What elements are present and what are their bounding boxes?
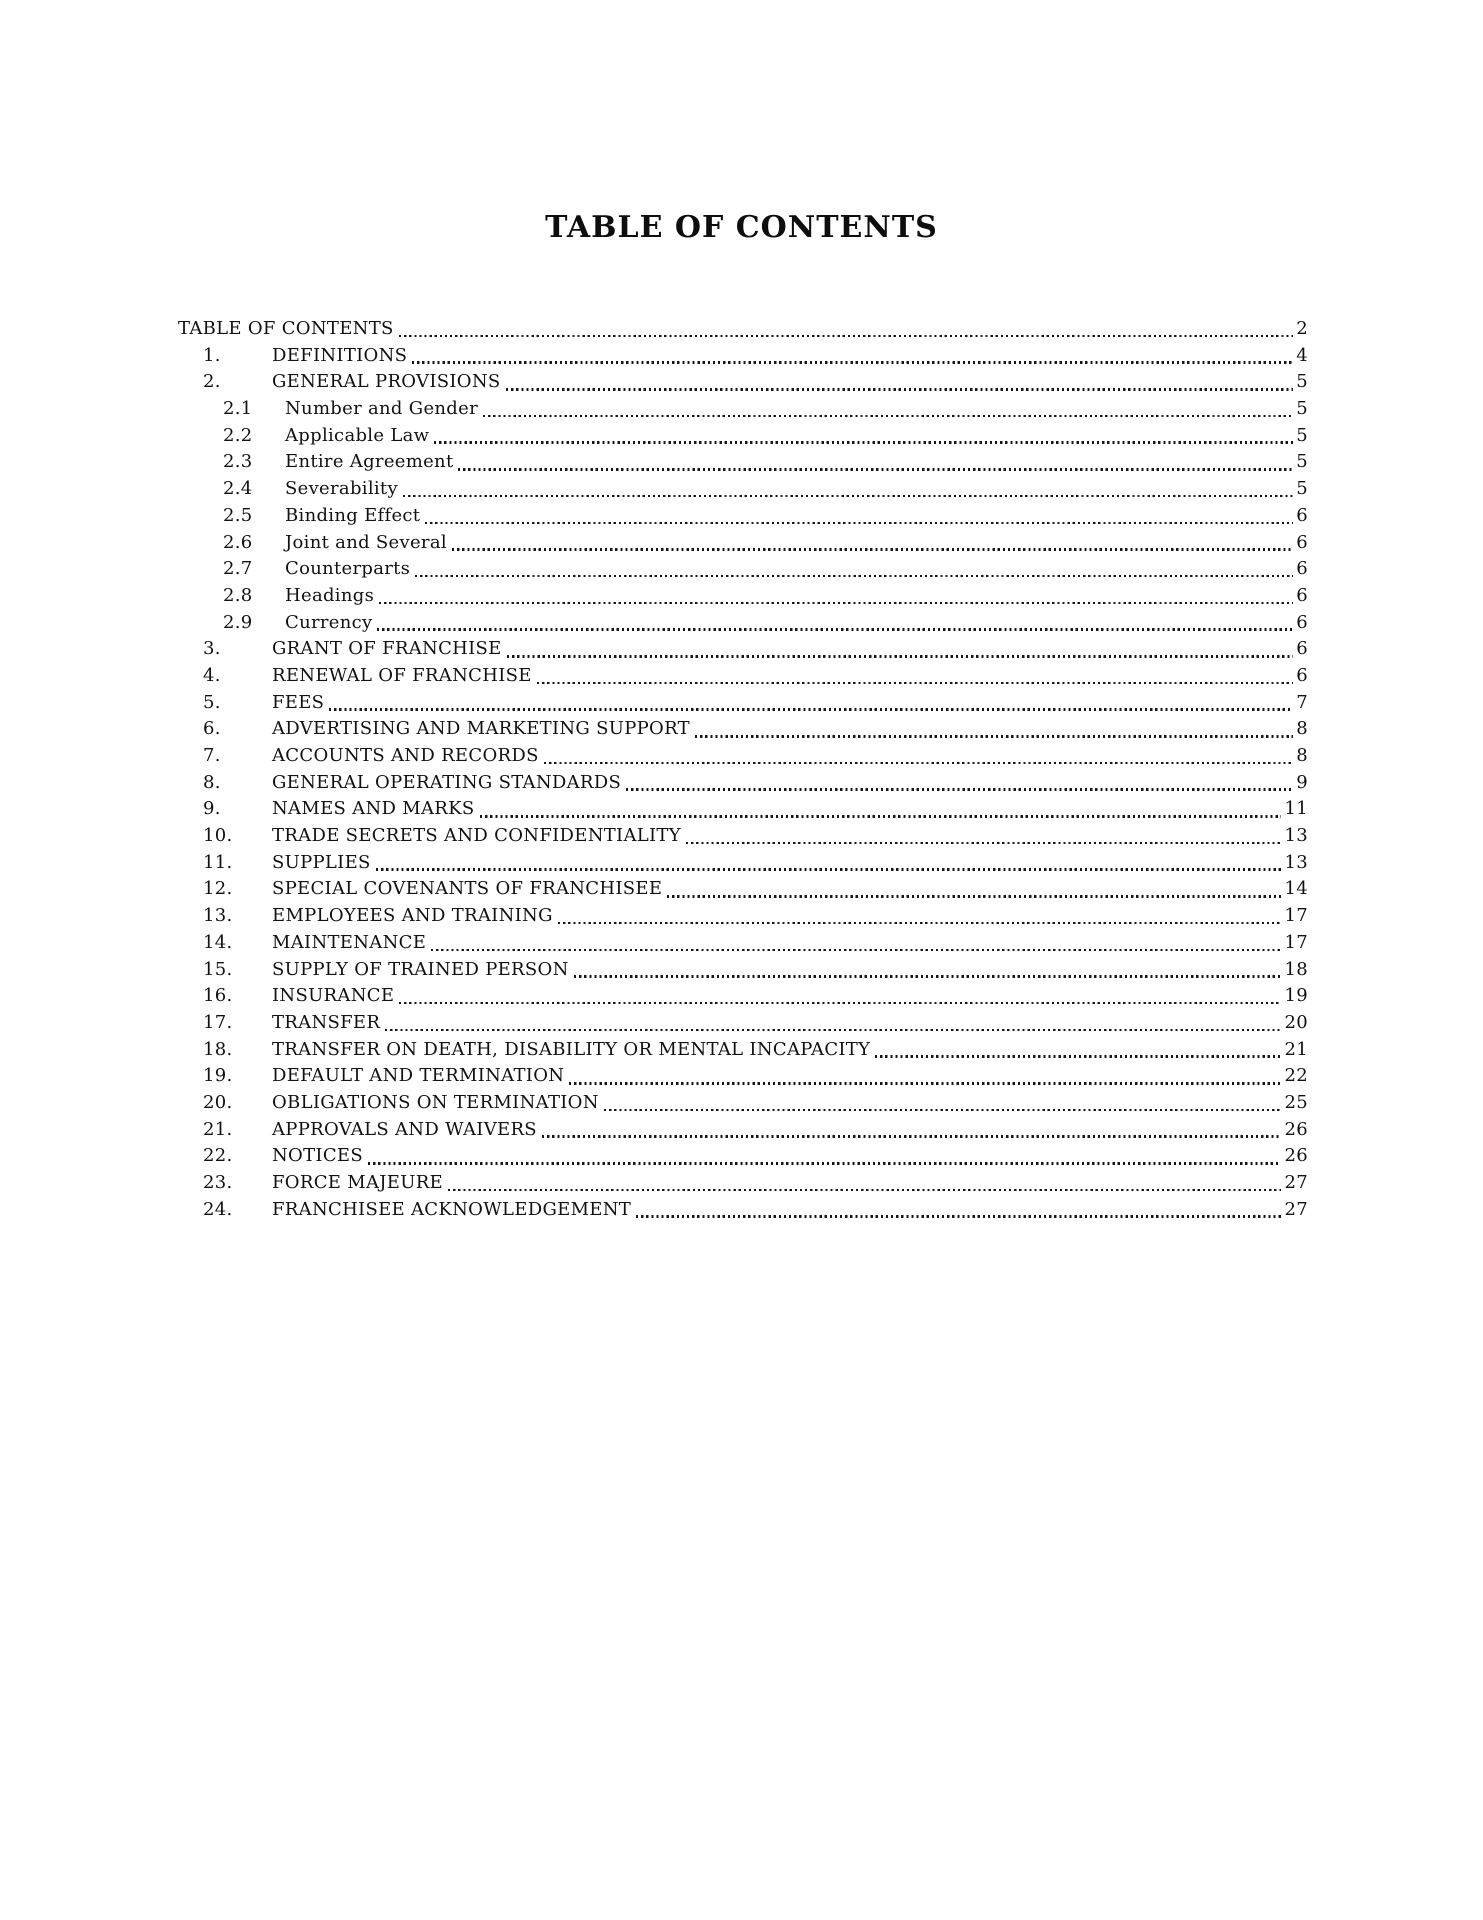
toc-entry-number: 2.9 <box>223 611 253 633</box>
toc-leader-dots <box>875 1055 1281 1058</box>
toc-entry-number: 15. <box>203 958 233 980</box>
toc-entry-label: Entire Agreement <box>285 451 454 473</box>
toc-entry-label: GENERAL OPERATING STANDARDS <box>272 771 622 793</box>
toc-row <box>178 663 1308 690</box>
toc-entry-number: 23. <box>203 1172 233 1193</box>
toc-entry-label: Severability <box>285 478 398 500</box>
toc-leader-dots <box>377 628 1293 631</box>
toc-row <box>178 1090 1308 1117</box>
toc-entry-page: 17 <box>1284 931 1308 953</box>
toc-entry-page: 8 <box>1296 718 1308 740</box>
toc-entry-page: 5 <box>1296 451 1308 473</box>
toc-entry-page: 26 <box>1284 1118 1308 1140</box>
toc-row <box>178 583 1308 610</box>
toc-leader-dots <box>458 468 1293 471</box>
toc-leader-dots <box>506 388 1294 391</box>
toc-leader-dots <box>431 949 1281 952</box>
toc-entry-label: SUPPLY OF TRAINED PERSON <box>272 958 569 980</box>
toc-row <box>178 876 1308 903</box>
toc-entry-number: 16. <box>203 985 233 1007</box>
toc-leader-dots <box>569 1082 1281 1085</box>
toc-row <box>178 1117 1308 1144</box>
toc-row <box>178 690 1308 717</box>
toc-entry-number: 9. <box>203 798 221 820</box>
toc-entry-label: Binding Effect <box>285 504 421 526</box>
toc-entry-page: 21 <box>1284 1038 1308 1060</box>
toc-entry-number: 1. <box>203 344 221 366</box>
toc-entry-label: APPROVALS AND WAIVERS <box>272 1118 537 1140</box>
toc-entry-page: 7 <box>1296 691 1308 713</box>
toc-entry-number: 2.4 <box>223 478 253 500</box>
toc-entry-page: 6 <box>1296 504 1308 526</box>
toc-entry-page: 6 <box>1296 611 1308 633</box>
toc-entry-page: 4 <box>1296 344 1308 366</box>
toc-entry-page: 6 <box>1296 531 1308 553</box>
toc-entry-page: 6 <box>1296 664 1308 686</box>
toc-entry-label: DEFAULT AND TERMINATION <box>272 1065 565 1087</box>
toc-leader-dots <box>425 522 1293 525</box>
toc-leader-dots <box>480 815 1282 818</box>
toc-entry-page: 27 <box>1284 1172 1308 1193</box>
toc-row <box>178 823 1308 850</box>
toc-leader-dots <box>448 1189 1282 1192</box>
toc-entry-number: 17. <box>203 1011 233 1033</box>
toc-entry-page: 17 <box>1284 905 1308 927</box>
toc-entry-number: 14. <box>203 931 233 953</box>
toc-entry-label: Counterparts <box>285 558 411 580</box>
toc-entry-number: 3. <box>203 638 221 660</box>
toc-entry-page: 13 <box>1284 851 1308 873</box>
toc-entry-number: 19. <box>203 1065 233 1087</box>
toc-entry-label: Applicable Law <box>285 424 430 446</box>
toc-leader-dots <box>544 762 1294 765</box>
toc-row <box>178 610 1308 637</box>
toc-leader-dots <box>329 708 1293 711</box>
toc-entry-label: TRANSFER <box>272 1011 381 1033</box>
toc-entry-page: 2 <box>1296 318 1308 339</box>
toc-entry-label: MAINTENANCE <box>272 931 427 953</box>
toc-entry-label: Headings <box>285 584 375 606</box>
toc-leader-dots <box>399 335 1294 338</box>
toc-row <box>178 796 1308 823</box>
toc-row <box>178 316 1308 343</box>
toc-entry-page: 6 <box>1296 638 1308 660</box>
toc-row <box>178 556 1308 583</box>
toc-entry-number: 2.2 <box>223 424 253 446</box>
toc-row <box>178 1170 1308 1197</box>
toc-row <box>178 1063 1308 1090</box>
toc-row <box>178 369 1308 396</box>
toc-entry-number: 4. <box>203 664 221 686</box>
toc-row <box>178 503 1308 530</box>
toc-entry-page: 22 <box>1284 1065 1308 1087</box>
toc-leader-dots <box>558 922 1282 925</box>
toc-entry-label: Currency <box>285 611 373 633</box>
toc-entry-page: 13 <box>1284 825 1308 847</box>
toc-row <box>178 716 1308 743</box>
toc-row <box>178 343 1308 370</box>
toc-entry-number: 2. <box>203 371 221 393</box>
toc-leader-dots <box>434 441 1293 444</box>
toc-entry-page: 5 <box>1296 371 1308 393</box>
toc-leader-dots <box>636 1215 1281 1218</box>
toc-entry-page: 26 <box>1284 1145 1308 1167</box>
toc-leader-dots <box>452 548 1293 551</box>
toc-entry-label: RENEWAL OF FRANCHISE <box>272 664 532 686</box>
toc-entry-page: 6 <box>1296 584 1308 606</box>
toc-leader-dots <box>368 1162 1282 1165</box>
toc-entry-page: 25 <box>1284 1091 1308 1113</box>
toc-entry-number: 2.3 <box>223 451 253 473</box>
toc-leader-dots <box>412 361 1293 364</box>
toc-entry-number: 5. <box>203 691 221 713</box>
toc-entry-label: ACCOUNTS AND RECORDS <box>272 745 539 766</box>
toc-entry-label: OBLIGATIONS ON TERMINATION <box>272 1091 599 1113</box>
toc-leader-dots <box>483 415 1293 418</box>
toc-entry-number: 7. <box>203 745 221 766</box>
toc-entry-number: 10. <box>203 825 233 847</box>
toc-entry-label: INSURANCE <box>272 985 395 1007</box>
page-title: TABLE OF CONTENTS <box>545 210 938 245</box>
toc-row <box>178 1037 1308 1064</box>
toc-entry-label: NAMES AND MARKS <box>272 798 475 820</box>
toc-entry-label: TABLE OF CONTENTS <box>178 318 394 339</box>
toc-row <box>178 957 1308 984</box>
toc-leader-dots <box>537 682 1294 685</box>
toc-entry-label: FRANCHISEE ACKNOWLEDGEMENT <box>272 1198 632 1220</box>
toc-entry-page: 5 <box>1296 424 1308 446</box>
toc-leader-dots <box>399 1002 1281 1005</box>
toc-entry-number: 24. <box>203 1198 233 1220</box>
toc-entry-number: 13. <box>203 905 233 927</box>
toc-entry-label: GRANT OF FRANCHISE <box>272 638 502 660</box>
toc-row <box>178 983 1308 1010</box>
toc-entry-number: 21. <box>203 1118 233 1140</box>
toc-entry-page: 20 <box>1284 1011 1308 1033</box>
toc-entry-number: 8. <box>203 771 221 793</box>
toc-entry-label: FEES <box>272 691 325 713</box>
toc-leader-dots <box>415 575 1293 578</box>
toc-row <box>178 1143 1308 1170</box>
toc-entry-label: TRADE SECRETS AND CONFIDENTIALITY <box>272 825 681 847</box>
toc-leader-dots <box>574 975 1282 978</box>
toc-entry-label: Joint and Several <box>285 531 447 553</box>
toc-entry-number: 2.6 <box>223 531 253 553</box>
toc-leader-dots <box>604 1109 1282 1112</box>
toc-row <box>178 423 1308 450</box>
toc-leader-dots <box>379 602 1293 605</box>
toc-entry-number: 2.1 <box>223 398 253 420</box>
toc-row <box>178 770 1308 797</box>
toc-entry-page: 27 <box>1284 1198 1308 1220</box>
toc-leader-dots <box>376 868 1282 871</box>
toc-entry-number: 2.8 <box>223 584 253 606</box>
toc-leader-dots <box>626 788 1293 791</box>
toc-entry-page: 5 <box>1296 478 1308 500</box>
toc-row <box>178 903 1308 930</box>
toc-row <box>178 1197 1308 1224</box>
toc-row <box>178 476 1308 503</box>
toc-entry-number: 11. <box>203 851 233 873</box>
toc-leader-dots <box>667 895 1281 898</box>
toc-row <box>178 530 1308 557</box>
toc-entry-label: FORCE MAJEURE <box>272 1172 443 1193</box>
toc-leader-dots <box>385 1029 1281 1032</box>
toc-entry-number: 18. <box>203 1038 233 1060</box>
toc-entry-label: Number and Gender <box>285 398 478 420</box>
toc-row <box>178 930 1308 957</box>
toc-entry-number: 6. <box>203 718 221 740</box>
toc-entry-page: 8 <box>1296 745 1308 766</box>
toc-entry-page: 9 <box>1296 771 1308 793</box>
toc-leader-dots <box>686 842 1282 845</box>
toc-entry-page: 5 <box>1296 398 1308 420</box>
toc-row <box>178 1010 1308 1037</box>
toc-leader-dots <box>403 495 1293 498</box>
toc-entry-number: 2.5 <box>223 504 253 526</box>
toc-row <box>178 743 1308 770</box>
toc-entry-number: 22. <box>203 1145 233 1167</box>
toc-entry-page: 11 <box>1284 798 1308 820</box>
toc-entry-label: SUPPLIES <box>272 851 371 873</box>
toc-row <box>178 636 1308 663</box>
toc-entry-label: GENERAL PROVISIONS <box>272 371 501 393</box>
toc-entry-page: 19 <box>1284 985 1308 1007</box>
toc-entry-label: TRANSFER ON DEATH, DISABILITY OR MENTAL INCAPACITY <box>272 1038 871 1060</box>
toc-entry-page: 18 <box>1284 958 1308 980</box>
toc-entry-page: 6 <box>1296 558 1308 580</box>
toc-entry-number: 2.7 <box>223 558 253 580</box>
toc-entry-number: 20. <box>203 1091 233 1113</box>
toc-leader-dots <box>542 1135 1282 1138</box>
toc-entry-number: 12. <box>203 878 233 900</box>
toc-entry-label: ADVERTISING AND MARKETING SUPPORT <box>272 718 690 740</box>
toc-leader-dots <box>507 655 1294 658</box>
table-of-contents <box>178 316 1308 1223</box>
toc-leader-dots <box>695 735 1293 738</box>
toc-entry-label: EMPLOYEES AND TRAINING <box>272 905 553 927</box>
toc-entry-label: NOTICES <box>272 1145 363 1167</box>
toc-entry-page: 14 <box>1284 878 1308 900</box>
toc-entry-label: SPECIAL COVENANTS OF FRANCHISEE <box>272 878 663 900</box>
toc-row <box>178 396 1308 423</box>
toc-entry-label: DEFINITIONS <box>272 344 408 366</box>
toc-row <box>178 850 1308 877</box>
toc-row <box>178 449 1308 476</box>
